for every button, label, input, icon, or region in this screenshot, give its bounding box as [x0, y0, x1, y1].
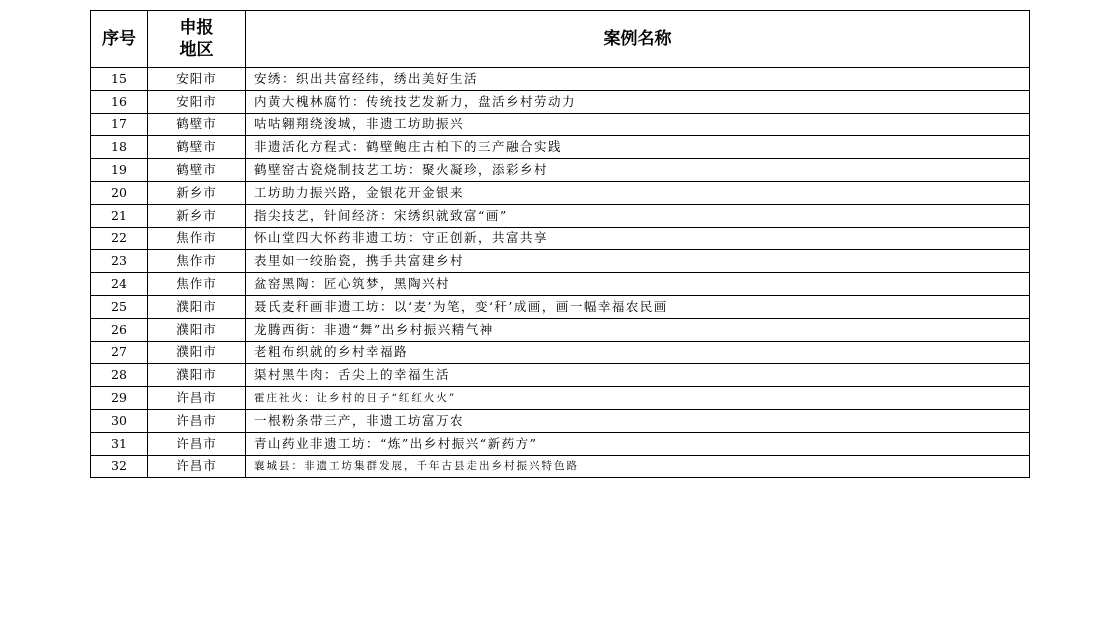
row-region: 鹤壁市 — [148, 136, 246, 159]
table-row — [91, 318, 1030, 341]
row-region: 焦作市 — [148, 273, 246, 296]
row-region: 许昌市 — [148, 455, 246, 478]
row-case-name: 渠村黑牛肉：舌尖上的幸福生活 — [246, 364, 1030, 387]
row-case-name: 青山药业非遗工坊：“炼”出乡村振兴“新药方” — [246, 432, 1030, 455]
row-index: 31 — [91, 432, 148, 455]
row-index: 25 — [91, 295, 148, 318]
row-region: 鹤壁市 — [148, 113, 246, 136]
row-index: 28 — [91, 364, 148, 387]
row-case-name: 盆窑黑陶：匠心筑梦，黑陶兴村 — [246, 273, 1030, 296]
table-row — [91, 273, 1030, 296]
row-index: 21 — [91, 204, 148, 227]
row-index: 23 — [91, 250, 148, 273]
case-list-table — [90, 10, 1030, 478]
table-row — [91, 181, 1030, 204]
document-page — [90, 10, 1029, 478]
table-row — [91, 68, 1030, 91]
header-case-name: 案例名称 — [246, 11, 1030, 68]
table-row — [91, 432, 1030, 455]
row-index: 19 — [91, 159, 148, 182]
table-header — [91, 11, 1030, 68]
row-case-name: 表里如一绞胎瓷，携手共富建乡村 — [246, 250, 1030, 273]
row-case-name: 龙腾西街：非遗“舞”出乡村振兴精气神 — [246, 318, 1030, 341]
row-index: 27 — [91, 341, 148, 364]
header-region-line1: 申报 — [179, 18, 214, 38]
header-region-line2: 地区 — [179, 40, 214, 60]
row-index: 29 — [91, 387, 148, 410]
row-case-name: 工坊助力振兴路，金银花开金银来 — [246, 181, 1030, 204]
table-row — [91, 250, 1030, 273]
table-row — [91, 159, 1030, 182]
row-case-name: 霍庄社火：让乡村的日子“红红火火” — [246, 387, 1030, 410]
table-row — [91, 387, 1030, 410]
row-case-name: 老粗布织就的乡村幸福路 — [246, 341, 1030, 364]
row-case-name: 襄城县：非遗工坊集群发展，千年古县走出乡村振兴特色路 — [246, 455, 1030, 478]
row-index: 15 — [91, 68, 148, 91]
row-region: 濮阳市 — [148, 341, 246, 364]
row-case-name: 非遗活化方程式：鹤壁鲍庄古柏下的三产融合实践 — [246, 136, 1030, 159]
row-case-name: 聂氏麦秆画非遗工坊：以‘麦’为笔，变‘秆’成画，画一幅幸福农民画 — [246, 295, 1030, 318]
table-row — [91, 204, 1030, 227]
row-region: 焦作市 — [148, 227, 246, 250]
row-index: 16 — [91, 90, 148, 113]
row-index: 30 — [91, 409, 148, 432]
row-index: 18 — [91, 136, 148, 159]
row-case-name: 怀山堂四大怀药非遗工坊：守正创新，共富共享 — [246, 227, 1030, 250]
row-region: 濮阳市 — [148, 364, 246, 387]
table-body — [91, 68, 1030, 478]
table-row — [91, 341, 1030, 364]
header-row — [91, 11, 1030, 68]
row-index: 26 — [91, 318, 148, 341]
row-case-name: 一根粉条带三产，非遗工坊富万农 — [246, 409, 1030, 432]
row-region: 焦作市 — [148, 250, 246, 273]
table-row — [91, 227, 1030, 250]
row-case-name: 安绣：织出共富经纬，绣出美好生活 — [246, 68, 1030, 91]
table-row — [91, 113, 1030, 136]
table-row — [91, 409, 1030, 432]
table-row — [91, 295, 1030, 318]
row-region: 新乡市 — [148, 204, 246, 227]
table-row — [91, 364, 1030, 387]
row-case-name: 鹤壁窑古瓷烧制技艺工坊：聚火凝珍，添彩乡村 — [246, 159, 1030, 182]
row-region: 安阳市 — [148, 68, 246, 91]
row-region: 许昌市 — [148, 387, 246, 410]
row-index: 32 — [91, 455, 148, 478]
row-region: 许昌市 — [148, 409, 246, 432]
row-index: 22 — [91, 227, 148, 250]
row-region: 鹤壁市 — [148, 159, 246, 182]
table-row — [91, 455, 1030, 478]
header-index: 序号 — [91, 11, 148, 68]
row-case-name: 咕咕翱翔绕浚城，非遗工坊助振兴 — [246, 113, 1030, 136]
header-region — [148, 11, 246, 68]
row-region: 濮阳市 — [148, 295, 246, 318]
table-row — [91, 90, 1030, 113]
row-region: 濮阳市 — [148, 318, 246, 341]
row-index: 17 — [91, 113, 148, 136]
row-region: 许昌市 — [148, 432, 246, 455]
row-case-name: 内黄大槐林腐竹：传统技艺发新力，盘活乡村劳动力 — [246, 90, 1030, 113]
row-index: 20 — [91, 181, 148, 204]
row-case-name: 指尖技艺，针间经济：宋绣织就致富“画” — [246, 204, 1030, 227]
table-row — [91, 136, 1030, 159]
row-index: 24 — [91, 273, 148, 296]
row-region: 安阳市 — [148, 90, 246, 113]
row-region: 新乡市 — [148, 181, 246, 204]
